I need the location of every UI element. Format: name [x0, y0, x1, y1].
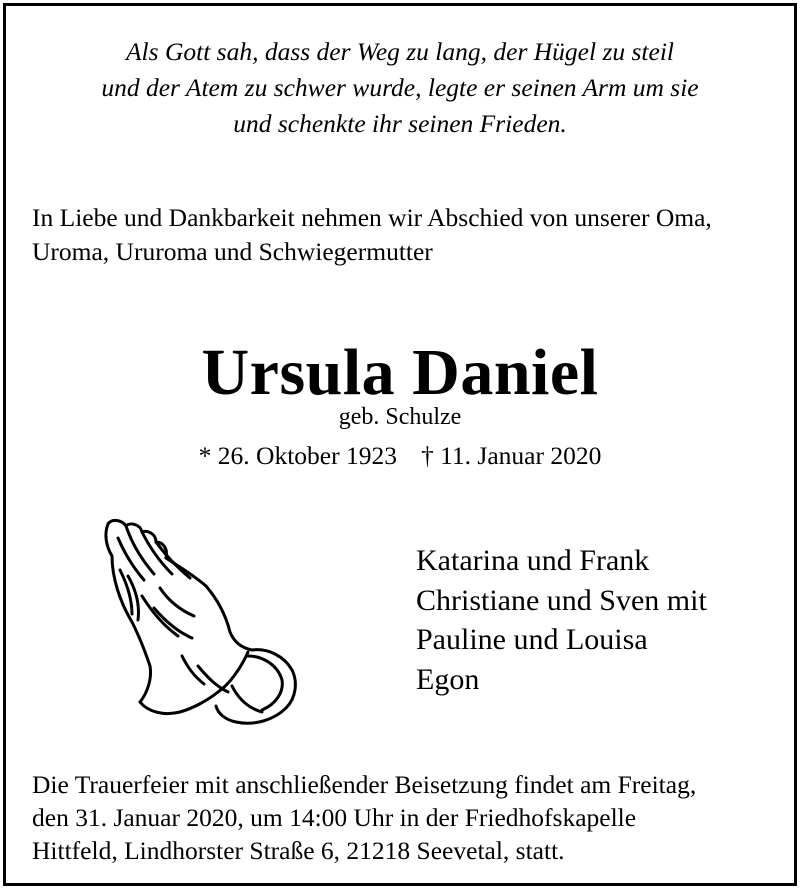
- deceased-name: Ursula Daniel: [201, 336, 599, 409]
- mourner-line: Christiane und Sven mit: [416, 583, 707, 617]
- ceremony-line: den 31. Januar 2020, um 14:00 Uhr in der Friedhofskapelle: [32, 803, 637, 832]
- intro-line: Uroma, Ururoma und Schwiegermutter: [32, 237, 433, 266]
- life-dates: [6, 440, 794, 472]
- birth-date: * 26. Oktober 1923: [198, 441, 397, 470]
- mourner-line: Egon: [416, 662, 480, 696]
- mourners-list: [416, 541, 707, 699]
- mourner-line: Katarina und Frank: [416, 544, 650, 577]
- quote-line: Als Gott sah, dass der Weg zu lang, der Hügel zu steil: [125, 37, 674, 66]
- quote-line: und der Atem zu schwer wurde, legte er seinen Arm um sie: [101, 73, 699, 102]
- death-date: † 11. Januar 2020: [420, 441, 602, 470]
- obituary-frame: [3, 3, 797, 886]
- farewell-intro: [32, 201, 792, 269]
- memorial-quote: [6, 34, 794, 142]
- intro-line: In Liebe und Dankbarkeit nehmen wir Abschied von unserer Oma,: [32, 203, 712, 232]
- funeral-announcement: [32, 768, 792, 867]
- birth-name: geb. Schulze: [338, 404, 462, 430]
- ceremony-line: Die Trauerfeier mit anschließender Beisetzung findet am Freitag,: [32, 770, 697, 799]
- ceremony-line: Hittfeld, Lindhorster Straße 6, 21218 Seevetal, statt.: [32, 836, 565, 865]
- quote-line: und schenkte ihr seinen Frieden.: [233, 109, 567, 138]
- mourner-line: Pauline und Louisa: [416, 623, 648, 656]
- praying-hands-icon: [98, 516, 303, 731]
